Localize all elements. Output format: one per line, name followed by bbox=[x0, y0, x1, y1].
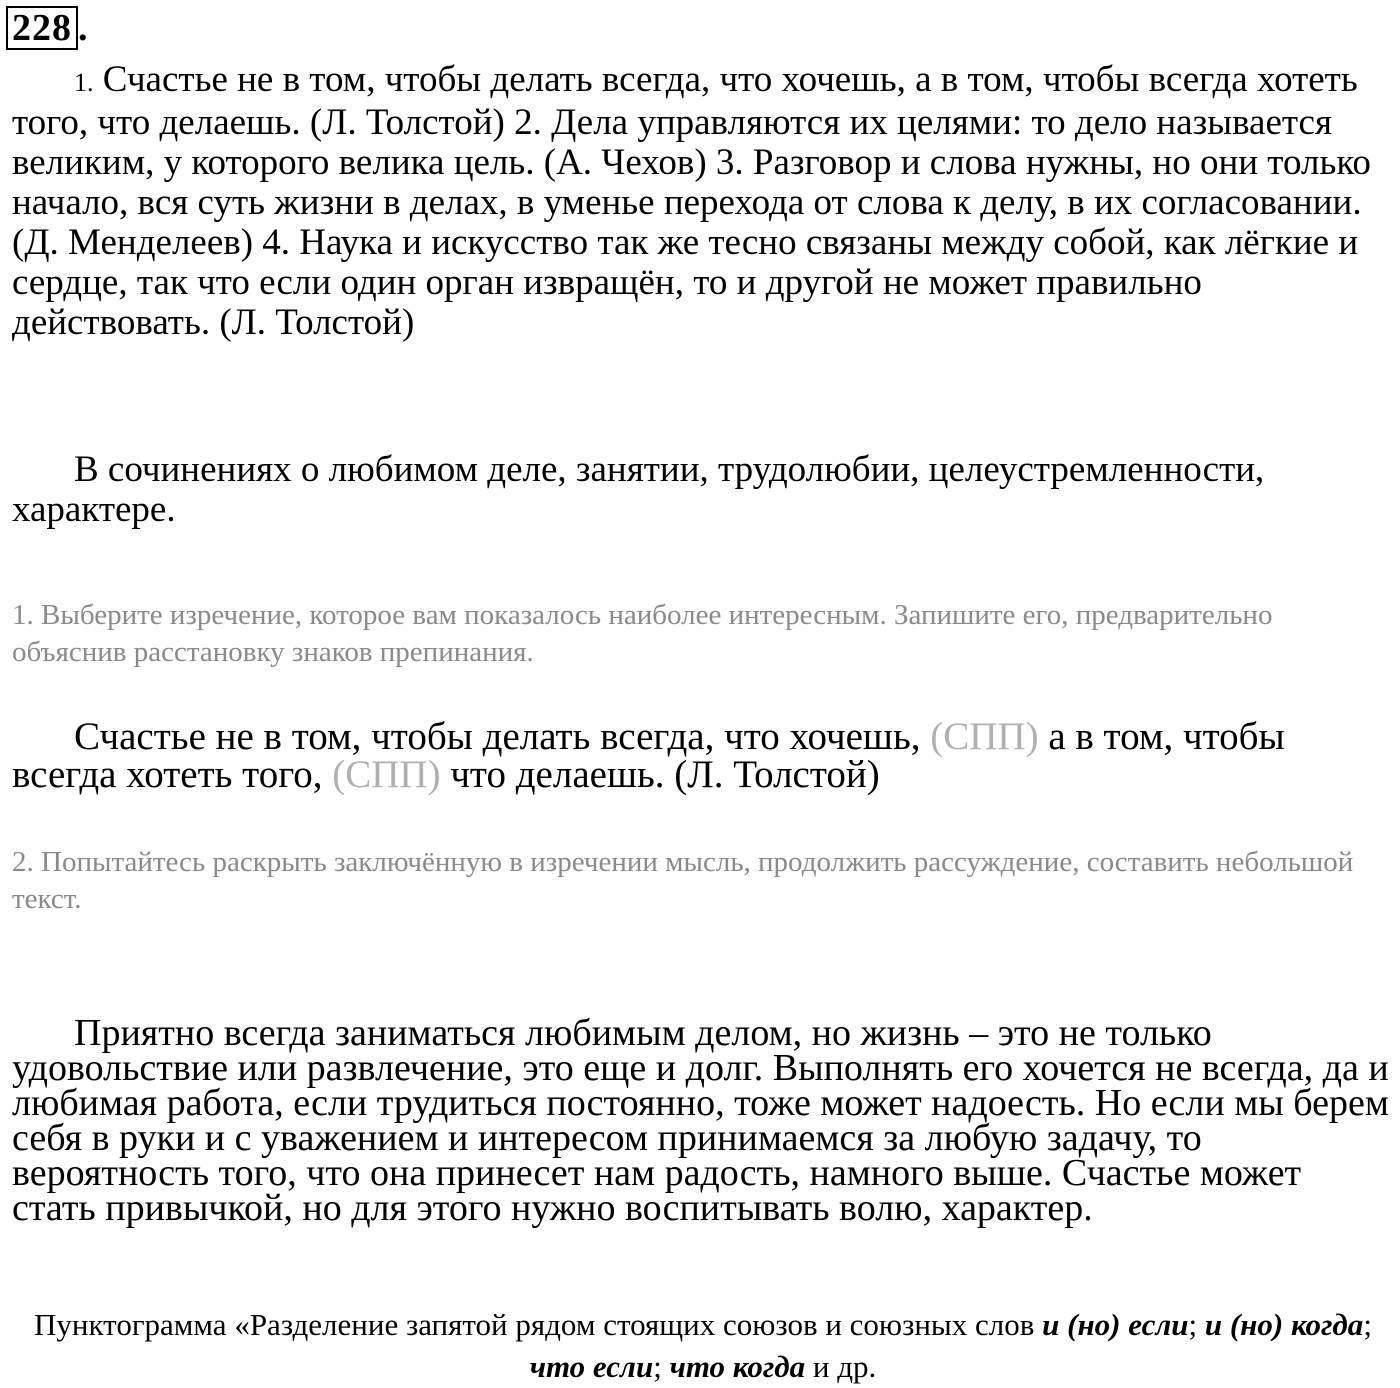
rule-separator-3: ; bbox=[653, 1349, 670, 1384]
answer-1-part-3: что делаешь. (Л. Толстой) bbox=[440, 753, 880, 796]
quotes-text: Счастье не в том, чтобы делать всегда, что хочешь, а в том, чтобы всегда хотеть того, что делаешь. (Л. Толстой) 2. Дела управляются их целями: то дело называется великим, у которого велика цель. (А. Чехов) 3. Разговор и слова нужны, но они только начало, вся суть жизни в делах, в уменье перехода от слова к делу, в их согласовании. (Д. Менделеев) 4. Наука и искусство так же тесно связаны между собой, как лёгкие и сердце, так что если один орган извращён, то и другой не может правильно действовать. (Л. Толстой) bbox=[12, 59, 1371, 343]
answer-1 bbox=[12, 715, 1394, 796]
task-1: 1. Выберите изречение, которое вам показалось наиболее интересным. Запишите его, предварительно объяснив расстановку знаков препинания. bbox=[12, 599, 1273, 668]
rule-intro: Пунктограмма «Разделение запятой рядом стоящих союзов и союзных слов bbox=[34, 1307, 1043, 1342]
punctogram-rule bbox=[12, 1304, 1394, 1388]
exercise-number-box: 228 bbox=[6, 6, 78, 50]
task-2: 2. Попытайтесь раскрыть заключённую в изречении мысль, продолжить рассуждение, составить небольшой текст. bbox=[12, 846, 1354, 915]
rule-example-1: и (но) если bbox=[1042, 1307, 1189, 1342]
rule-example-2: и (но) когда bbox=[1204, 1307, 1364, 1342]
rule-separator-2: ; bbox=[1363, 1307, 1372, 1342]
rule-separator-1: ; bbox=[1188, 1307, 1205, 1342]
usage-note: В сочинениях о любимом деле, занятии, трудолюбии, целеустремленности, характере. bbox=[12, 449, 1265, 530]
essay-text: Приятно всегда заниматься любимым делом, но жизнь – это не только удовольствие или развлечение, это еще и долг. Выполнять его хочется не всегда, да и любимая работа, если трудиться постоянно, тоже может надоесть. Но если мы берем себя в руки и с уважением и интересом принимаемся за любую задачу, то вероятность того, что она принесет нам радость, намного выше. Счастье может стать привычкой, но для этого нужно воспитывать волю, характер. bbox=[12, 1012, 1389, 1229]
quote-first-number: 1. bbox=[74, 68, 94, 97]
answer-1-part-1: Счастье не в том, чтобы делать всегда, что хочешь, bbox=[74, 715, 931, 758]
rule-example-4: что когда bbox=[669, 1349, 806, 1384]
spp-mark-2: (СПП) bbox=[332, 753, 441, 796]
rule-example-3: что если bbox=[529, 1349, 654, 1384]
exercise-number-dot: . bbox=[78, 7, 88, 49]
quotes-paragraph bbox=[12, 60, 1394, 343]
exercise-number bbox=[6, 6, 88, 50]
answer-1-part-2: а в том, чтобы всегда хотеть того, bbox=[12, 715, 1285, 796]
spp-mark-1: (СПП) bbox=[930, 715, 1039, 758]
rule-tail: и др. bbox=[805, 1349, 877, 1384]
